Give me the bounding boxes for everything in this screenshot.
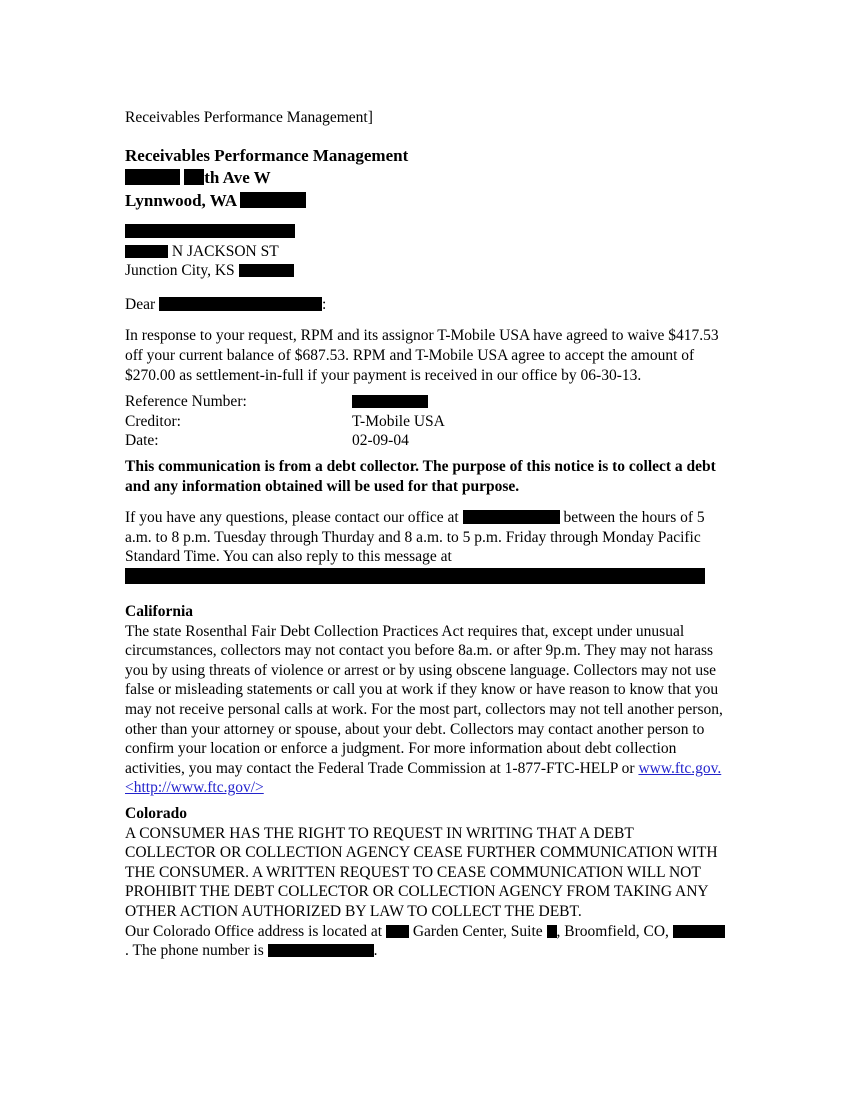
colorado-office-paragraph: Our Colorado Office address is located at Garden Center, Suite , Broomfield, CO, . The phone number is . (125, 922, 725, 961)
california-heading: California (125, 603, 194, 620)
creditor-row (125, 412, 725, 432)
california-body-text: The state Rosenthal Fair Debt Collection Practices Act requires that, except under unusual circumstances, collectors may not contact you before 8a.m. or after 9p.m. They may not harass you by using threats of violence or arrest or by using obscene language. Collectors may not use false or misleading statements or call you at work if they know or have reason to know that you may not receive personal calls at work. For the most part, collectors may not tell another person, other than your attorney or spouse, about your debt. Collectors may contact another person to confirm your location or enforce a judgment. For more information about debt collection activities, you may contact the Federal Trade Commission at 1-877-FTC-HELP or (125, 622, 723, 777)
reference-number-value (352, 392, 725, 412)
redaction-box (386, 925, 409, 938)
redaction-box (268, 944, 374, 957)
recipient-name-redacted (125, 222, 725, 242)
recipient-street: N JACKSON ST (125, 242, 725, 262)
date-value: 02-09-04 (352, 432, 409, 450)
recipient-city: Junction City, KS (125, 261, 725, 281)
sender-street: th Ave W (125, 167, 725, 190)
creditor-label: Creditor: (125, 412, 181, 430)
california-paragraph (125, 622, 725, 798)
date-label: Date: (125, 432, 159, 450)
settlement-paragraph: In response to your request, RPM and its assignor T-Mobile USA have agreed to waive $417.53 off your current balance of $687.53. RPM and T-Mobile USA agree to accept the amount of $270.00 as settlement-in-full if your payment is received in our office by 06-30-13. (125, 327, 719, 384)
redaction-box (240, 192, 306, 208)
reference-number-label: Reference Number: (125, 393, 247, 411)
redaction-box (125, 224, 295, 238)
salutation: Dear : (125, 295, 327, 313)
redaction-box (352, 395, 428, 408)
sender-name: Receivables Performance Management (125, 145, 409, 165)
sender-block (125, 145, 725, 213)
colorado-heading: Colorado (125, 804, 187, 822)
contact-paragraph: If you have any questions, please contact our office at between the hours of 5 a.m. to 8 p.m. Tuesday through Thurday and 8 a.m. to 5 p.m. Friday through Monday Pacific Standard Time. You can also reply to this message at (125, 509, 705, 566)
letter-content (125, 108, 725, 961)
redaction-box (673, 925, 725, 938)
recipient-block (125, 222, 725, 281)
colorado-paragraph: A CONSUMER HAS THE RIGHT TO REQUEST IN WRITING THAT A DEBT COLLECTOR OR COLLECTION AGENCY CEASE FURTHER COMMUNICATION WITH THE CONSUMER. A WRITTEN REQUEST TO CEASE COMMUNICATION WILL NOT PROHIBIT THE DEBT COLLECTOR OR COLLECTION AGENCY FROM TAKING ANY OTHER ACTION AUTHORIZED BY LAW TO COLLECT THE DEBT. (125, 824, 718, 920)
debt-collector-notice: This communication is from a debt collector. The purpose of this notice is to collect a debt and any information obtained will be used for that purpose. (125, 458, 716, 495)
sender-city: Lynnwood, WA (125, 190, 725, 213)
creditor-value: T-Mobile USA (352, 412, 445, 430)
letterhead-line: Receivables Performance Management] (125, 109, 373, 126)
date-row (125, 431, 725, 451)
ftc-link[interactable]: www.ftc.gov. <http://www.ftc.gov/> (125, 759, 722, 797)
redaction-box (159, 297, 322, 311)
reference-table (125, 392, 725, 451)
california-section (125, 602, 725, 798)
redaction-box (125, 245, 168, 258)
redaction-box (463, 510, 560, 524)
reference-number-row (125, 392, 725, 412)
redaction-box (184, 169, 204, 185)
colorado-section (125, 804, 725, 961)
redaction-box (125, 169, 180, 185)
redaction-box (239, 264, 294, 277)
redaction-box (125, 568, 705, 584)
redaction-box (547, 925, 557, 938)
redacted-message-bar (125, 568, 725, 584)
